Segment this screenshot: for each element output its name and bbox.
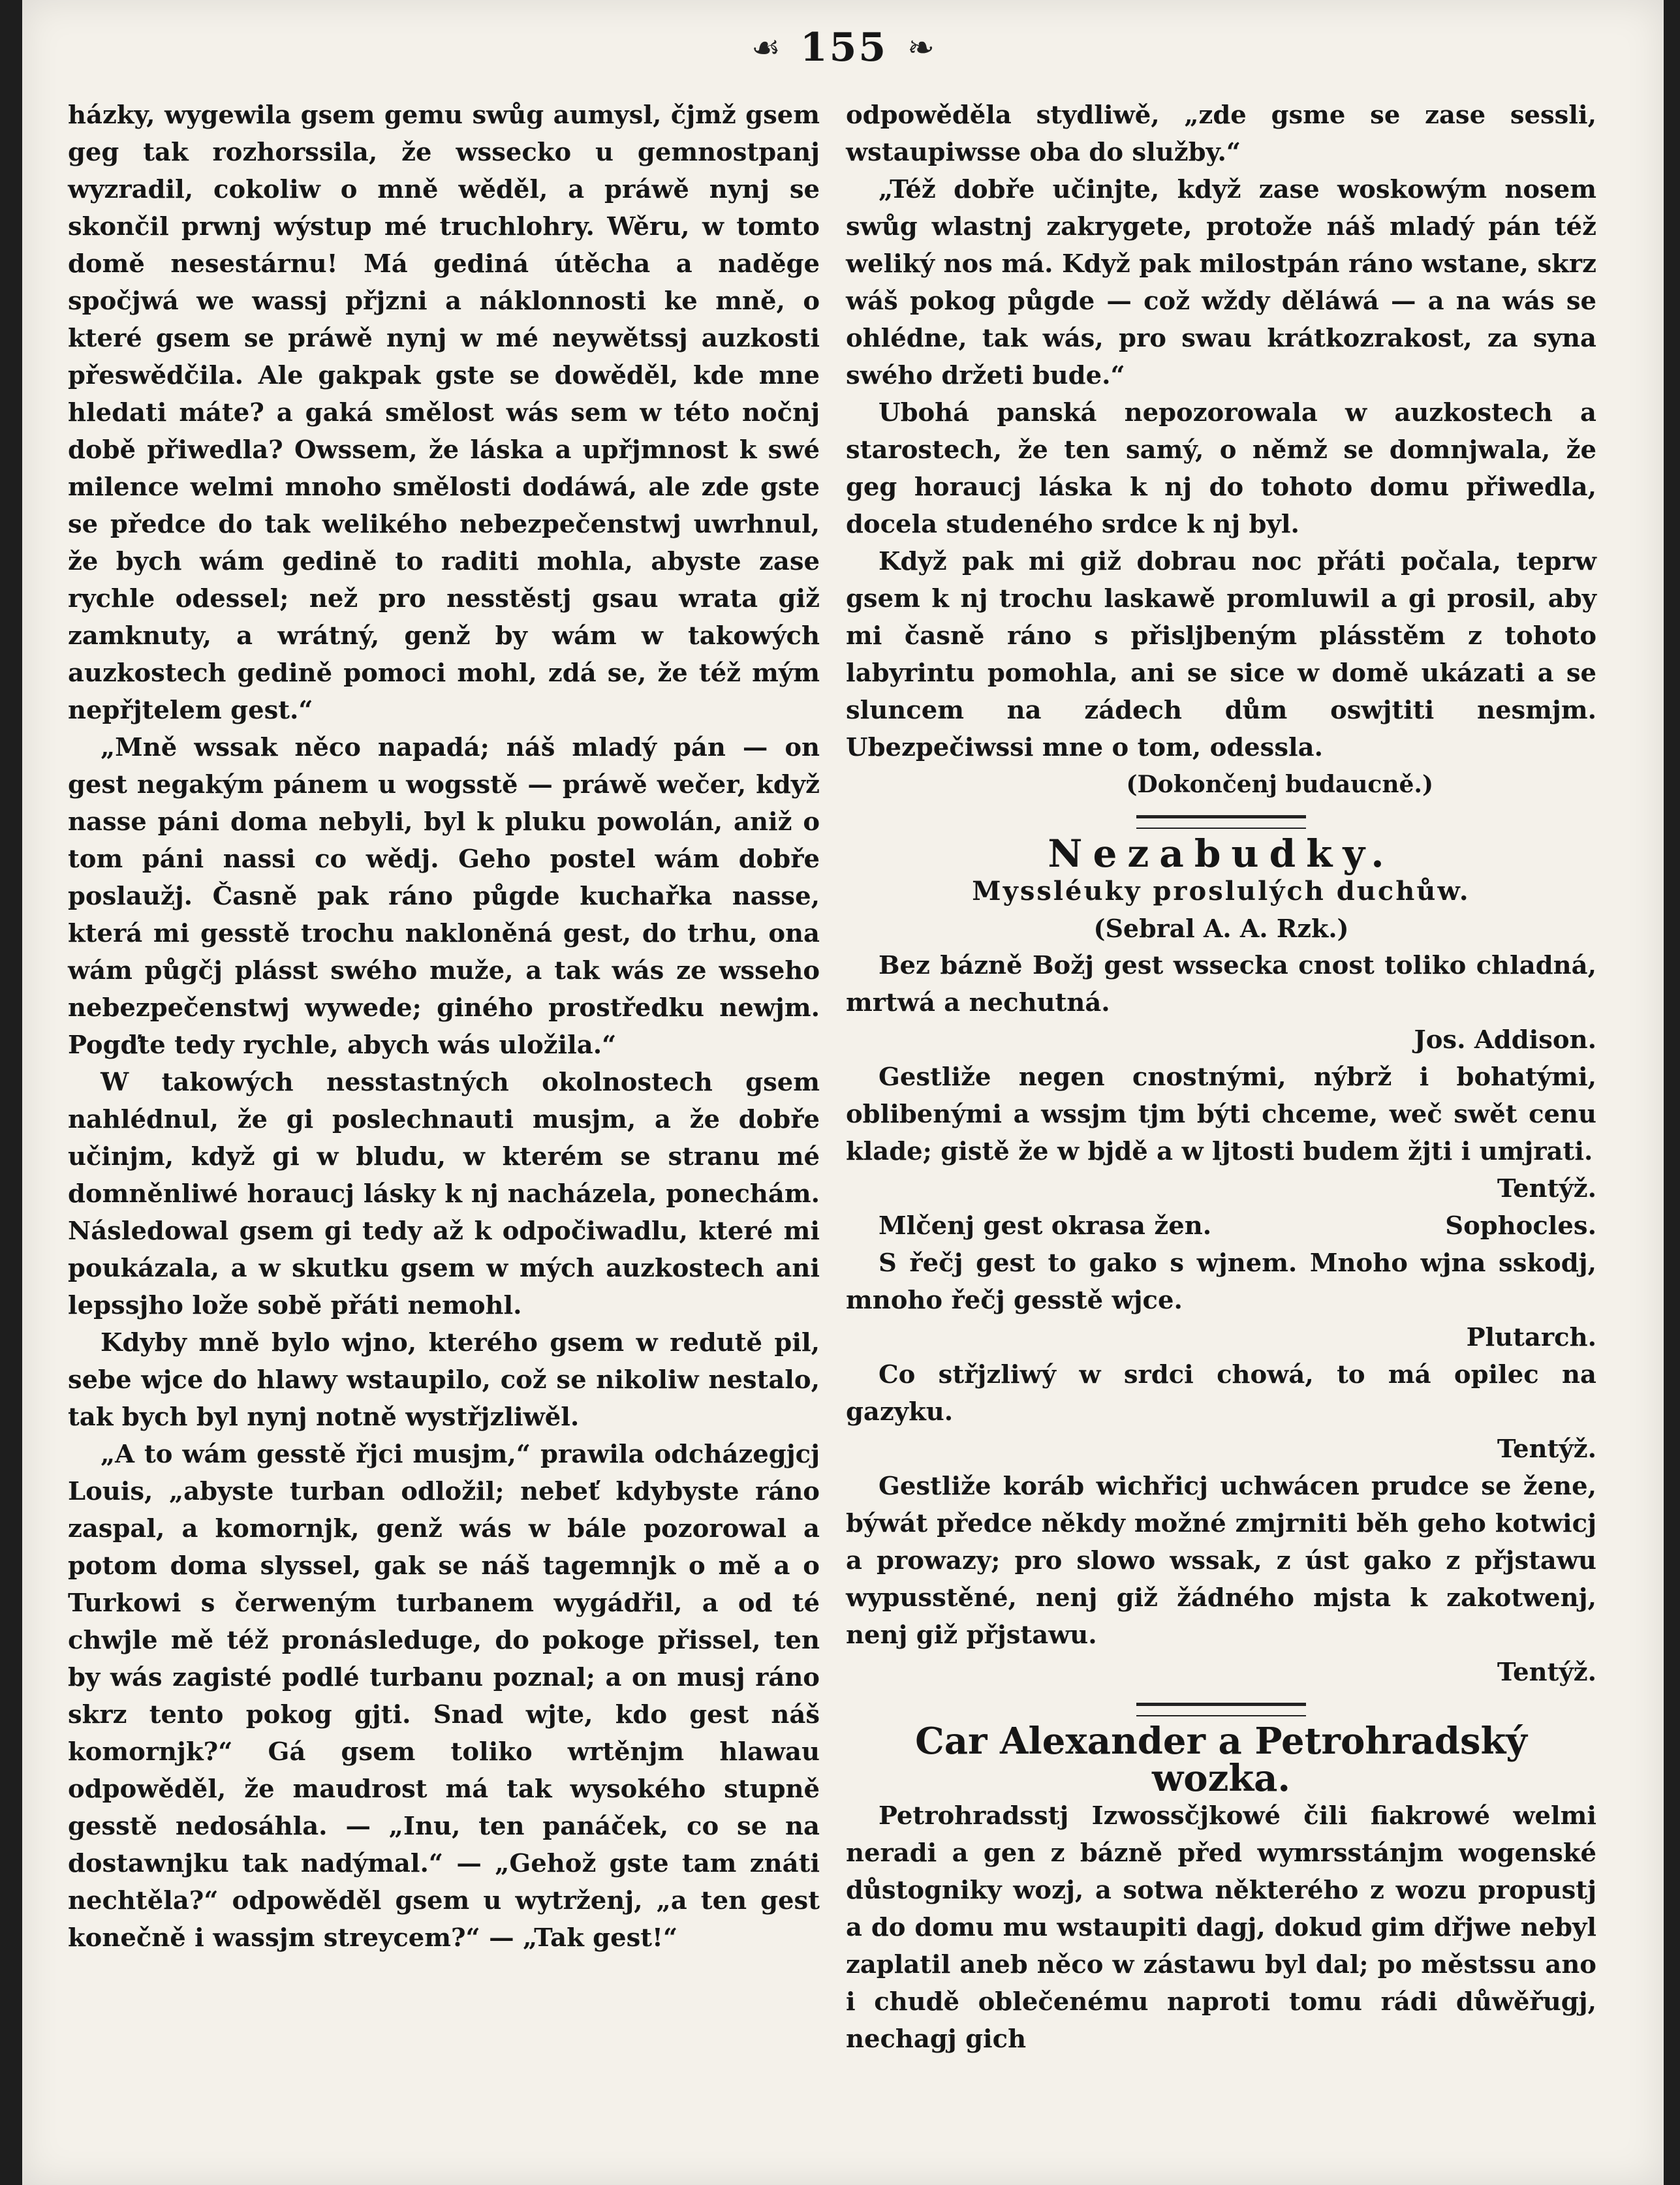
to-be-continued-note: (Dokončenj budaucně.): [1126, 771, 1433, 798]
quote-text: Co střjzliwý w srdci chowá, to má opilec na gazyku.: [846, 1360, 1606, 1427]
paragraph: Když pak mi giž dobrau noc přáti počala, teprw gsem k nj trochu laskawě promluwil a gi prosil, aby mi časně ráno s přisljbeným plásstěm z tohoto labyrintu pomohla, ani se sice w domě ukázati a se sluncem na zádech dům oswjtiti nesmjm. Ubezpečiwssi mne o tom, odessla.: [846, 547, 1606, 762]
quote-author: Plutarch.: [1466, 1323, 1596, 1352]
paragraph: Ubohá panská nepozorowala w auzkostech a starostech, že ten samý, o němž se domnjwala, že geg horaucj láska k nj do tohoto domu přiwedla, docela studeného srdce k nj byl.: [846, 398, 1606, 539]
section-subtitle: Myssléuky proslulých duchůw.: [972, 876, 1470, 907]
page-number: 155: [800, 25, 888, 70]
section-title: Nezabudky.: [1048, 831, 1395, 876]
quote-author: Jos. Addison.: [1414, 1025, 1596, 1055]
quote-row: [846, 1207, 1596, 1245]
quote-text: Gestliže koráb wichřicj uchwácen prudce se žene, býwát předce někdy možné zmjrniti běh geho kotwicj a prowazy; pro slowo wssak, z úst gako z přjstawu wypusstěné, nenj giž žádného mjsta k zakotwenj, nenj giž přjstawu.: [846, 1472, 1606, 1650]
quote-text: S řečj gest to gako s wjnem. Mnoho wjna sskodj, mnoho řečj gesstě wjce.: [846, 1248, 1606, 1315]
quote-author: Tentýž.: [1497, 1658, 1596, 1687]
quote-author: Sophocles.: [1445, 1211, 1596, 1241]
quote-author: Tentýž.: [1497, 1174, 1596, 1203]
quote-text: Gestliže negen cnostnými, nýbrž i bohatými, oblibenými a wssjm tjm býti chceme, weč swět cenu klade; gistě že w bjdě a w ljtosti budem žjti i umjrati.: [846, 1062, 1606, 1166]
right-column: [846, 97, 1606, 2058]
quote-text: Bez bázně Božj gest wssecka cnost toliko chladná, mrtwá a nechutná.: [846, 951, 1606, 1017]
paragraph: odpowěděla stydliwě, „zde gsme se zase sessli, wstaupiwsse oba do služby.“: [846, 101, 1606, 167]
article-title: Car Alexander a Petrohradský wozka.: [915, 1720, 1540, 1800]
article-paragraph: Petrohradsstj Izwossčjkowé čili fiakrowé welmi neradi a gen z bázně před wymrsstánjm wogenské důstogniky wozj, a sotwa některého z wozu propustj a do domu mu wstaupiti dagj, dokud gim dřjwe nebyl zaplatil aneb něco w zástawu byl dal; po městssu ano i chudě oblečenému naproti tomu rádi důwěřugj, nechagj gich: [846, 1801, 1606, 2054]
right-ornament-icon: ❧: [907, 29, 935, 67]
newspaper-page: [22, 0, 1664, 2185]
left-ornament-icon: ☙: [751, 29, 781, 67]
divider: [1136, 1703, 1306, 1716]
divider: [1136, 815, 1306, 829]
paragraph: „Mně wssak něco napadá; náš mladý pán — on gest negakým pánem u wogsstě — práwě wečer, když nasse páni doma nebyli, byl k pluku powolán, aniž o tom páni nassi co wědj. Geho postel wám dobře poslaužj. Časně pak ráno půgde kuchařka nasse, která mi gesstě trochu nakloněná gest, do trhu, ona wám půgčj plásst swého muže, a tak wás ze wsseho nebezpečenstwj wywede; giného prostředku newjm. Pogďte tedy rychle, abych wás uložila.“: [68, 733, 829, 1060]
paragraph: házky, wygewila gsem gemu swůg aumysl, čjmž gsem geg tak rozhorssila, že wssecko u gemnostpanj wyzradil, cokoliw o mně wěděl, a práwě nynj se skončil prwnj wýstup mé truchlohry. Wěru, w tomto domě nesestárnu! Má gediná útěcha a naděge spočjwá we wassj přjzni a náklonnosti ke mně, o které gsem se práwě nynj w mé neywětssj auzkosti přeswědčila. Ale gakpak gste se dowěděl, kde mne hledati máte? a gaká smělost wás sem w této nočnj době přiwedla? Owssem, že láska a upřjmnost k swé milence welmi mnoho smělosti dodáwá, ale zde gste se předce do tak welikého nebezpečenstwj uwrhnul, že bych wám gedině to raditi mohla, abyste zase rychle odessel; než pro nesstěstj gsau wrata giž zamknuty, a wrátný, genž by wám w takowých auzkostech gedině pomoci mohl, zdá se, že též mým nepřjtelem gest.“: [68, 101, 829, 725]
quote-author: Tentýž.: [1497, 1434, 1596, 1464]
paragraph: „Též dobře učinjte, když zase woskowým nosem swůg wlastnj zakrygete, protože náš mladý pán též weliký nos má. Když pak milostpán ráno wstane, skrz wáš pokog půgde — což wždy děláwá — a na wás se ohlédne, tak wás, pro swau krátkozrakost, za syna swého držeti bude.“: [846, 175, 1606, 390]
left-column: [68, 97, 829, 1957]
page-header: [22, 25, 1664, 70]
paragraph: W takowých nesstastných okolnostech gsem nahlédnul, že gi poslechnauti musjm, a že dobře učinjm, když gi w bludu, w kterém se stranu mé domněnliwé horaucj lásky k nj nacházela, ponechám. Následowal gsem gi tedy až k odpočiwadlu, které mi poukázala, a w skutku gsem w mých auzkostech ani lepssjho lože sobě přáti nemohl.: [68, 1068, 829, 1320]
quote-text: Mlčenj gest okrasa žen.: [879, 1211, 1212, 1241]
compiler-credit: (Sebral A. A. Rzk.): [1093, 914, 1349, 943]
paragraph: „A to wám gesstě řjci musjm,“ prawila odcházegjcj Louis, „abyste turban odložil; nebeť kdybyste ráno zaspal, a komornjk, genž wás w bále pozorowal a potom doma slyssel, gak se náš tagemnjk o mě a o Turkowi s čerweným turbanem wygádřil, a od té chwjle mě též pronásleduge, do pokoge přissel, ten by wás zagisté podlé turbanu poznal; a on musj ráno skrz tento pokog gjti. Snad wjte, kdo gest náš komornjk?“ Gá gsem toliko wrtěnjm hlawau odpowěděl, že maudrost má tak wysokého stupně gesstě nedosáhla. — „Inu, ten panáček, co se na dostawnjku tak nadýmal.“ — „Gehož gste tam znáti nechtěla?“ odpowěděl gsem u wytrženj, „a ten gest konečně i wassjm streycem?“ — „Tak gest!“: [68, 1440, 829, 1953]
paragraph: Kdyby mně bylo wjno, kterého gsem w redutě pil, sebe wjce do hlawy wstaupilo, což se nikoliw nestalo, tak bych byl nynj notně wystřjzliwěl.: [68, 1328, 829, 1432]
